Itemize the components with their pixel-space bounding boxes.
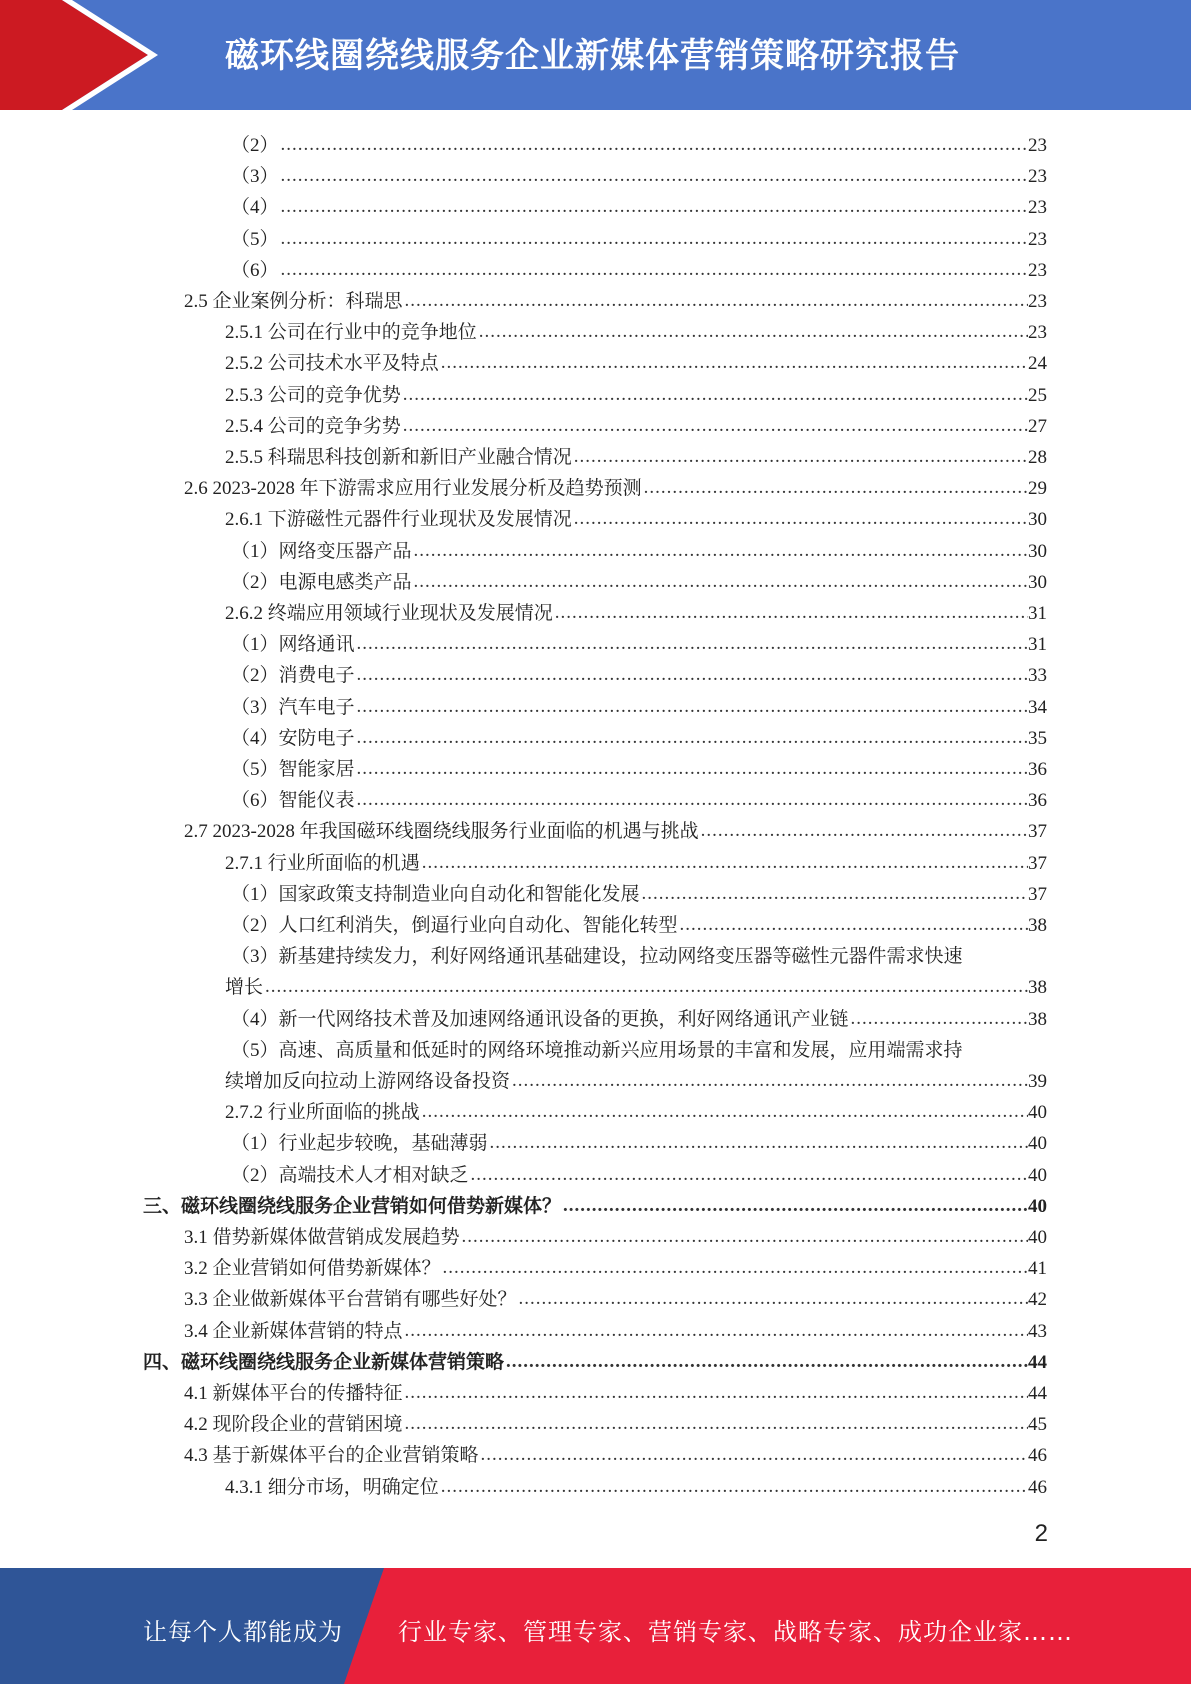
toc-page-number: 40: [1028, 1227, 1047, 1248]
toc-page-number: 36: [1028, 790, 1047, 812]
toc-entry-label: （4）新一代网络技术普及加速网络通讯设备的更换，利好网络通讯产业链: [231, 1008, 849, 1030]
toc-entry-label: （3）汽车电子: [231, 696, 355, 718]
toc-entry[interactable]: [225, 970, 1047, 1000]
toc-entry[interactable]: [231, 658, 1047, 688]
toc-entry[interactable]: [231, 253, 1047, 283]
toc-entry[interactable]: [231, 190, 1047, 220]
toc-dot-leader: [481, 1443, 1028, 1467]
toc-page-number: 38: [1028, 977, 1047, 999]
page-footer: [0, 1568, 1191, 1684]
toc-entry[interactable]: [231, 159, 1047, 189]
toc-page-number: 43: [1028, 1320, 1047, 1342]
toc-entry[interactable]: [231, 627, 1047, 657]
page-header: [0, 0, 1191, 110]
toc-page-number: 37: [1028, 883, 1047, 905]
toc-entry-label: （2）人口红利消失，倒逼行业向自动化、智能化转型: [231, 915, 678, 936]
toc-entry-label[interactable]: （3）新基建持续发力，利好网络通讯基础建设，拉动网络变压器等磁性元器件需求快速: [231, 946, 963, 968]
header-chevron-decoration: [0, 0, 160, 110]
toc-dot-leader: [405, 1381, 1028, 1405]
toc-dot-leader: [414, 539, 1028, 563]
toc-page-number: 28: [1028, 447, 1047, 468]
toc-entry-label: 4.3.1 细分市场，明确定位: [225, 1476, 439, 1498]
toc-dot-leader: [265, 975, 1028, 999]
toc-entry-label: 2.5 企业案例分析：科瑞思: [184, 291, 403, 312]
toc-entry-label: 2.6.2 终端应用领域行业现状及发展情况: [225, 603, 553, 624]
toc-entry[interactable]: [225, 346, 1047, 376]
toc-entry-continuation: 续增加反向拉动上游网络设备投资: [225, 1071, 511, 1092]
toc-page-number: 42: [1028, 1289, 1047, 1311]
toc-entry[interactable]: [231, 222, 1047, 252]
toc-dot-leader: [403, 414, 1028, 438]
toc-entry-label: 三、磁环线圈绕线服务企业营销如何借势新媒体？: [143, 1195, 562, 1217]
toc-page-number: 34: [1028, 696, 1047, 718]
toc-page-number: 36: [1028, 759, 1047, 780]
toc-dot-leader: [471, 1163, 1028, 1187]
toc-dot-leader: [701, 819, 1028, 843]
toc-page-number: 38: [1028, 915, 1047, 936]
toc-dot-leader: [642, 882, 1028, 906]
toc-entry-label: 2.7.1 行业所面临的机遇: [225, 852, 420, 874]
toc-page-number: 30: [1028, 540, 1047, 562]
toc-entry-label: 3.1 借势新媒体做营销成发展趋势: [184, 1227, 460, 1248]
toc-dot-leader: [441, 1475, 1028, 1499]
toc-dot-leader: [512, 1069, 1028, 1093]
toc-dot-leader: [357, 788, 1028, 812]
toc-entry-label: 3.3 企业做新媒体平台营销有哪些好处？: [184, 1289, 517, 1311]
toc-entry[interactable]: [184, 1376, 1047, 1406]
toc-page-number: 31: [1028, 603, 1047, 624]
toc-dot-leader: [422, 851, 1028, 875]
toc-page-number: 31: [1028, 634, 1047, 656]
toc-page-number: 44: [1028, 1351, 1047, 1373]
toc-entry-label: （4）: [231, 197, 279, 219]
toc-entry[interactable]: [225, 1470, 1047, 1500]
toc-page-number: 41: [1028, 1258, 1047, 1280]
page-number: 2: [1034, 1520, 1048, 1547]
toc-page-number: 46: [1028, 1476, 1047, 1498]
toc-entry[interactable]: [231, 128, 1047, 158]
toc-entry-label: 2.5.5 科瑞思科技创新和新旧产业融合情况: [225, 447, 572, 468]
toc-entry-label: （2）消费电子: [231, 665, 355, 687]
toc-dot-leader: [357, 757, 1028, 781]
toc-dot-leader: [462, 1225, 1028, 1249]
toc-entry-label: （6）: [231, 259, 279, 281]
toc-dot-leader: [357, 632, 1028, 656]
toc-dot-leader: [555, 601, 1028, 625]
toc-entry-label: 2.6.1 下游磁性元器件行业现状及发展情况: [225, 509, 572, 531]
toc-page-number: 37: [1028, 852, 1047, 874]
toc-entry-label: 3.2 企业营销如何借势新媒体？: [184, 1258, 441, 1280]
toc-dot-leader: [443, 1256, 1028, 1280]
toc-page-number: 35: [1028, 727, 1047, 749]
toc-entry[interactable]: [225, 596, 1047, 626]
toc-entry-label: （2）电源电感类产品: [231, 571, 412, 593]
toc-entry[interactable]: [231, 565, 1047, 595]
toc-entry[interactable]: [231, 1158, 1047, 1188]
toc-entry[interactable]: [231, 690, 1047, 720]
toc-page-number: 40: [1028, 1195, 1047, 1217]
toc-entry[interactable]: [143, 1189, 1047, 1219]
toc-entry-label: 2.5.3 公司的竞争优势: [225, 384, 401, 406]
toc-entry[interactable]: [225, 502, 1047, 532]
toc-entry-label: （5）智能家居: [231, 759, 355, 780]
toc-entry-label: （5）: [231, 228, 279, 250]
toc-dot-leader: [281, 258, 1028, 282]
toc-page-number: 38: [1028, 1008, 1047, 1030]
toc-page-number: 27: [1028, 415, 1047, 437]
toc-entry[interactable]: [231, 721, 1047, 751]
toc-page-number: 40: [1028, 1102, 1047, 1124]
toc-dot-leader: [519, 1287, 1028, 1311]
toc-entry-label: （3）: [231, 166, 279, 188]
toc-entry[interactable]: [231, 1002, 1047, 1032]
toc-entry[interactable]: [225, 315, 1047, 345]
toc-dot-leader: [644, 476, 1028, 500]
toc-entry[interactable]: [225, 846, 1047, 876]
toc-page-number: 23: [1028, 291, 1047, 312]
footer-slogan-left: 让每个人都能成为: [143, 1618, 343, 1646]
toc-entry[interactable]: [184, 1314, 1047, 1344]
toc-page-number: 23: [1028, 166, 1047, 188]
toc-page-number: 37: [1028, 821, 1047, 843]
toc-dot-leader: [574, 507, 1028, 531]
toc-page-number: 23: [1028, 322, 1047, 344]
toc-entry[interactable]: [225, 409, 1047, 439]
toc-dot-leader: [405, 289, 1028, 313]
toc-entry[interactable]: [231, 752, 1047, 782]
toc-entry[interactable]: [231, 534, 1047, 564]
toc-page-number: 40: [1028, 1133, 1047, 1155]
toc-entry[interactable]: [231, 877, 1047, 907]
toc-page-number: 39: [1028, 1071, 1047, 1092]
toc-page-number: 23: [1028, 259, 1047, 281]
toc-page-number: 33: [1028, 665, 1047, 687]
toc-entry[interactable]: [143, 1345, 1047, 1375]
toc-entry[interactable]: [225, 440, 1047, 470]
toc-page-number: 45: [1028, 1414, 1047, 1436]
toc-dot-leader: [506, 1350, 1028, 1374]
toc-entry[interactable]: [184, 814, 1047, 844]
toc-dot-leader: [851, 1007, 1028, 1031]
toc-entry-label: （1）国家政策支持制造业向自动化和智能化发展: [231, 883, 640, 905]
toc-page-number: 30: [1028, 509, 1047, 531]
toc-entry[interactable]: [184, 1220, 1047, 1250]
toc-entry[interactable]: [225, 1064, 1047, 1094]
toc-entry-label: 2.7 2023-2028 年我国磁环线圈绕线服务行业面临的机遇与挑战: [184, 821, 699, 843]
toc-entry-label[interactable]: （5）高速、高质量和低延时的网络环境推动新兴应用场景的丰富和发展，应用端需求持: [231, 1039, 963, 1061]
toc-page-number: 25: [1028, 384, 1047, 406]
toc-entry-label: 2.6 2023-2028 年下游需求应用行业发展分析及趋势预测: [184, 478, 642, 500]
toc-dot-leader: [357, 663, 1028, 687]
toc-page-number: 23: [1028, 135, 1047, 156]
toc-entry-label: 2.5.2 公司技术水平及特点: [225, 353, 439, 375]
toc-entry-label: （1）网络通讯: [231, 634, 355, 656]
toc-entry[interactable]: [184, 471, 1047, 501]
toc-page-number: 44: [1028, 1383, 1047, 1404]
toc-entry-label: （1）网络变压器产品: [231, 540, 412, 562]
toc-dot-leader: [414, 570, 1028, 594]
toc-page-number: 23: [1028, 197, 1047, 219]
toc-entry-label: 四、磁环线圈绕线服务企业新媒体营销策略: [143, 1351, 505, 1373]
toc-entry[interactable]: [184, 1438, 1047, 1468]
toc-dot-leader: [281, 227, 1028, 251]
toc-dot-leader: [405, 1412, 1028, 1436]
toc-entry[interactable]: [184, 1251, 1047, 1281]
toc-page-number: 40: [1028, 1164, 1047, 1186]
toc-dot-leader: [357, 726, 1028, 750]
toc-dot-leader: [405, 1319, 1028, 1343]
toc-entry[interactable]: [184, 1282, 1047, 1312]
toc-entry-label: （4）安防电子: [231, 727, 355, 749]
toc-dot-leader: [479, 320, 1028, 344]
toc-page-number: 24: [1028, 353, 1047, 375]
toc-entry-label: （6）智能仪表: [231, 790, 355, 812]
toc-entry-label: 2.5.1 公司在行业中的竞争地位: [225, 322, 477, 344]
toc-entry-label: （2）: [231, 135, 279, 156]
toc-entry[interactable]: [225, 378, 1047, 408]
toc-page-number: 46: [1028, 1445, 1047, 1467]
toc-entry[interactable]: [231, 908, 1047, 938]
toc-dot-leader: [281, 133, 1028, 157]
toc-dot-leader: [563, 1194, 1028, 1218]
toc-entry-label: （2）高端技术人才相对缺乏: [231, 1164, 469, 1186]
toc-dot-leader: [680, 913, 1028, 937]
toc-dot-leader: [403, 383, 1028, 407]
toc-entry-label: 4.3 基于新媒体平台的企业营销策略: [184, 1445, 479, 1467]
toc-dot-leader: [574, 445, 1028, 469]
toc-entry[interactable]: [225, 1095, 1047, 1125]
toc-entry-label: 4.1 新媒体平台的传播特征: [184, 1383, 403, 1404]
toc-page-number: 29: [1028, 478, 1047, 500]
toc-entry-label: （1）行业起步较晚，基础薄弱: [231, 1133, 488, 1155]
document-title: 磁环线圈绕线服务企业新媒体营销策略研究报告: [225, 36, 960, 76]
toc-dot-leader: [490, 1131, 1028, 1155]
toc-entry[interactable]: [231, 1126, 1047, 1156]
toc-dot-leader: [441, 351, 1028, 375]
toc-entry-continuation: 增长: [225, 977, 264, 999]
toc-entry[interactable]: [231, 783, 1047, 813]
toc-dot-leader: [281, 195, 1028, 219]
toc-entry[interactable]: [184, 284, 1047, 314]
toc-entry-label: 2.7.2 行业所面临的挑战: [225, 1102, 420, 1124]
footer-slogan-right: 行业专家、管理专家、营销专家、战略专家、成功企业家……: [398, 1618, 1073, 1646]
toc-dot-leader: [422, 1100, 1028, 1124]
toc-entry[interactable]: [184, 1407, 1047, 1437]
toc-entry-label: 3.4 企业新媒体营销的特点: [184, 1320, 403, 1342]
toc-dot-leader: [281, 164, 1028, 188]
toc-page-number: 30: [1028, 571, 1047, 593]
toc-entry-label: 2.5.4 公司的竞争劣势: [225, 415, 401, 437]
toc-page-number: 23: [1028, 228, 1047, 250]
toc-dot-leader: [357, 695, 1028, 719]
toc-entry-label: 4.2 现阶段企业的营销困境: [184, 1414, 403, 1436]
